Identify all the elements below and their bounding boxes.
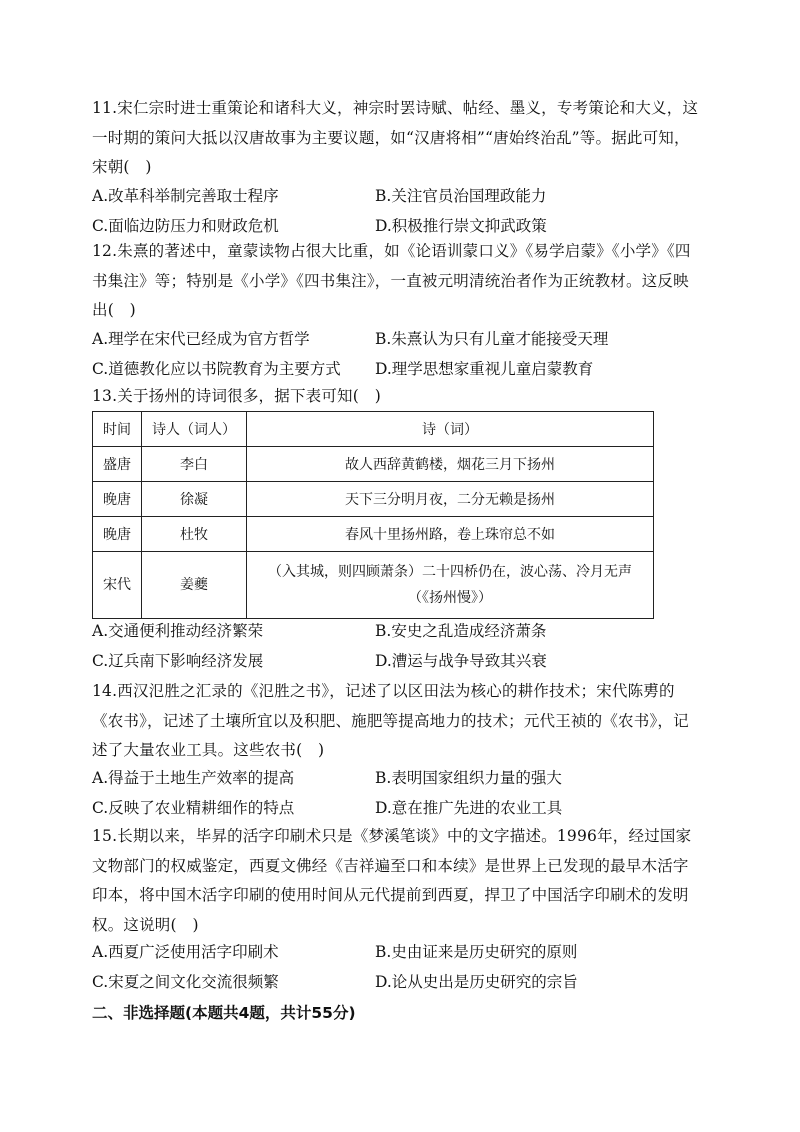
option-b: B.朱熹认为只有儿童才能接受天理 [375, 330, 609, 348]
option-d: D.论从史出是历史研究的宗旨 [375, 972, 578, 991]
question-15-stem: 15.长期以来，毕昇的活字印刷术只是《梦溪笔谈》中的文字描述。1996年，经过国家文物部门的权威鉴定，西夏文佛经《吉祥遍至口和本续》是世界上已发现的最早木活字印本，将中国木活字印刷的使用时间从元代提前到西夏，捍卫了中国活字印刷术的发明权。这说明( ) [92, 827, 692, 934]
option-b: B.安史之乱造成经济萧条 [375, 622, 547, 640]
option-a: A.西夏广泛使用活字印刷术 [92, 943, 279, 961]
option-b: B.关注官员治国理政能力 [375, 187, 547, 205]
table-row [93, 517, 654, 552]
option-a: A.得益于土地生产效率的提高 [92, 769, 295, 787]
option-c: C.道德教化应以书院教育为主要方式 [92, 359, 341, 378]
option-a: A.改革科举制完善取士程序 [92, 187, 279, 205]
option-c: C.辽兵南下影响经济发展 [92, 651, 264, 670]
question-13-stem: 13.关于扬州的诗词很多，据下表可知( ) [92, 387, 381, 405]
table-cell-poem: 故人西辞黄鹤楼，烟花三月下扬州 [247, 447, 654, 482]
table-cell-poem: 春风十里扬州路，卷上珠帘总不如 [247, 517, 654, 552]
table-cell-poet: 徐凝 [142, 482, 247, 517]
table-cell-poet: 李白 [142, 447, 247, 482]
table-row [93, 482, 654, 517]
table-cell-poem: （入其城，则四顾萧条）二十四桥仍在，波心荡、冷月无声（《扬州慢》） [247, 552, 654, 619]
option-b: B.表明国家组织力量的强大 [375, 769, 562, 787]
option-row [92, 325, 702, 355]
table-cell-era: 晚唐 [93, 517, 142, 552]
option-d: D.理学思想家重视儿童启蒙教育 [375, 359, 594, 378]
question-11-options [92, 182, 702, 241]
option-row [92, 182, 702, 212]
option-c: C.宋夏之间文化交流很频繁 [92, 972, 279, 991]
option-a: A.理学在宋代已经成为官方哲学 [92, 330, 310, 348]
table-cell-poem: 天下三分明月夜，二分无赖是扬州 [247, 482, 654, 517]
option-row [92, 355, 702, 385]
question-12-stem: 12.朱熹的著述中，童蒙读物占很大比重，如《论语训蒙口义》《易学启蒙》《小学》《四书集注》等；特别是《小学》《四书集注》，一直被元明清统治者作为正统教材。这反映出( ) [92, 242, 691, 319]
table-header-row [93, 412, 654, 447]
option-row [92, 968, 702, 998]
option-c: C.反映了农业精耕细作的特点 [92, 798, 295, 817]
question-13-options [92, 617, 702, 676]
poem-table [92, 411, 654, 619]
table-header-era: 时间 [93, 412, 142, 447]
option-d: D.积极推行崇文抑武政策 [375, 216, 547, 235]
option-row [92, 938, 702, 968]
table-cell-poet: 杜牧 [142, 517, 247, 552]
question-14-stem: 14.西汉氾胜之汇录的《氾胜之书》，记述了以区田法为核心的耕作技术；宋代陈旉的《农书》，记述了土壤所宜以及积肥、施肥等提高地力的技术；元代王祯的《农书》，记述了大量农业工具。这些农书( ) [92, 682, 689, 759]
table-header-poet: 诗人（词人） [142, 412, 247, 447]
option-a: A.交通便利推动经济繁荣 [92, 622, 264, 640]
question-14-options [92, 764, 702, 823]
option-b: B.史由证来是历史研究的原则 [375, 943, 578, 961]
option-d: D.意在推广先进的农业工具 [375, 798, 563, 817]
question-11-stem: 11.宋仁宗时进士重策论和诸科大义，神宗时罢诗赋、帖经、墨义，专考策论和大义，这一时期的策问大抵以汉唐故事为主要议题，如“汉唐将相”“唐始终治乱”等。据此可知，宋朝( ) [92, 99, 699, 176]
table-row [93, 552, 654, 619]
option-d: D.漕运与战争导致其兴衰 [375, 651, 547, 670]
table-header-poem: 诗（词） [247, 412, 654, 447]
option-row [92, 647, 702, 677]
option-row [92, 617, 702, 647]
table-cell-era: 宋代 [93, 552, 142, 619]
question-12-options [92, 325, 702, 384]
option-c: C.面临边防压力和财政危机 [92, 216, 279, 235]
table-row [93, 447, 654, 482]
table-cell-era: 晚唐 [93, 482, 142, 517]
option-row [92, 764, 702, 794]
question-15-options [92, 938, 702, 997]
table-cell-era: 盛唐 [93, 447, 142, 482]
section-heading: 二、非选择题(本题共4题，共计55分) [92, 1004, 356, 1022]
option-row [92, 794, 702, 824]
table-cell-poet: 姜夔 [142, 552, 247, 619]
